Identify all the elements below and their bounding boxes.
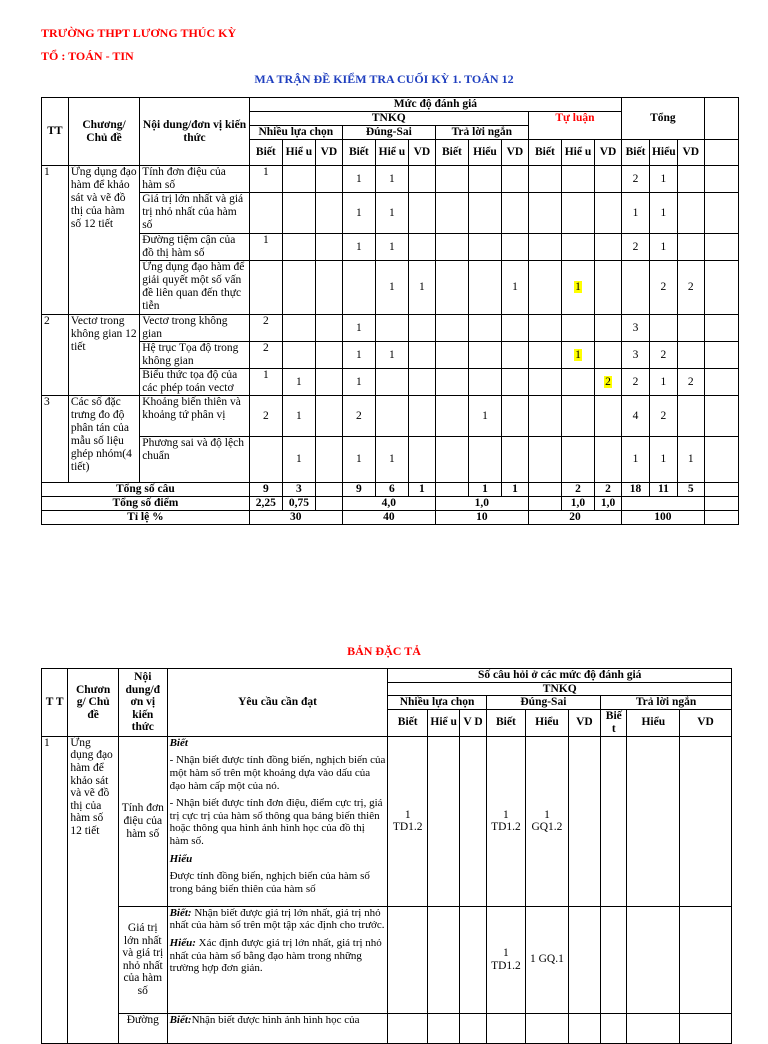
val (502, 437, 529, 483)
val: 1 (342, 193, 375, 234)
total (435, 483, 468, 497)
val (502, 342, 529, 369)
val (502, 193, 529, 234)
spec-h-req: Yêu cầu cần đạt (167, 669, 388, 737)
val (677, 166, 704, 193)
spec-requirement (167, 906, 388, 1013)
val: 3 (622, 315, 650, 342)
highlighted-value: 2 (605, 375, 611, 388)
level-label: Hiểu (169, 852, 193, 865)
lv: VD (680, 709, 732, 736)
content-cell: Vectơ trong không gian (140, 315, 250, 342)
val: 3 (622, 342, 650, 369)
total-pts: 4,0 (342, 497, 435, 511)
val (468, 166, 501, 193)
spec-table (41, 668, 732, 1044)
total: 3 (282, 483, 315, 497)
val (595, 396, 622, 437)
highlighted-value: 1 (575, 281, 581, 293)
val (528, 315, 561, 342)
val (468, 234, 501, 261)
val (528, 234, 561, 261)
lv: Biết (435, 140, 468, 166)
val: 1 (282, 437, 315, 483)
val (408, 342, 435, 369)
chapter-tt: 1 (42, 166, 69, 315)
val (408, 166, 435, 193)
val (375, 396, 408, 437)
total-pts: 1,0 (435, 497, 528, 511)
val (408, 396, 435, 437)
val: 1 (408, 261, 435, 315)
total: 18 (622, 483, 650, 497)
val (502, 315, 529, 342)
lv: Biết (342, 140, 375, 166)
total: 11 (649, 483, 677, 497)
chapter-name: Ứng dụng đạo hàm để khảo sát và vẽ đồ thị của hàm số 12 tiết (68, 166, 139, 315)
val (315, 315, 342, 342)
val: 1 (649, 437, 677, 483)
val: 1 (375, 342, 408, 369)
val (561, 437, 594, 483)
lv: Biết (249, 140, 282, 166)
ratio-label: Tỉ lệ % (42, 511, 250, 525)
spec-chapter-name: Ứng dụng đạo hàm để khảo sát và vẽ đồ thị của hàm số 12 tiết (68, 736, 119, 1043)
matrix-h-level: Mức độ đánh giá (249, 98, 621, 112)
matrix-h-short: Trả lời ngắn (435, 126, 528, 140)
val (315, 369, 342, 396)
val: 1 (282, 396, 315, 437)
spec-count: 1 GQ1.2 (526, 736, 569, 906)
val (315, 437, 342, 483)
val: 1 (622, 437, 650, 483)
val (528, 369, 561, 396)
val (528, 396, 561, 437)
content-cell: Đường tiệm cận của đồ thị hàm số (140, 234, 250, 261)
val (561, 315, 594, 342)
lv: Hiể u (561, 140, 594, 166)
total (528, 483, 561, 497)
val (528, 342, 561, 369)
val (315, 234, 342, 261)
total: 1 (468, 483, 501, 497)
val: 2 (649, 396, 677, 437)
lv: Hiểu (649, 140, 677, 166)
val (677, 193, 704, 234)
val (528, 166, 561, 193)
total-pts: 1,0 (561, 497, 594, 511)
val: 1 (249, 166, 282, 193)
spec-content: Tính đơn điệu của hàm số (118, 736, 167, 906)
val (435, 234, 468, 261)
lv: VD (315, 140, 342, 166)
spec-h-tf: Đúng-Sai (486, 696, 600, 710)
val: 1 (375, 234, 408, 261)
val: 1 (502, 261, 529, 315)
val (468, 437, 501, 483)
highlighted-value: 1 (575, 348, 581, 361)
val (282, 166, 315, 193)
val (375, 315, 408, 342)
lv: VD (677, 140, 704, 166)
matrix-h-chapter: Chương/ Chủ đề (68, 98, 139, 166)
lv: Biết (486, 709, 526, 736)
val (595, 193, 622, 234)
level-label: Biết (169, 736, 188, 749)
val (315, 193, 342, 234)
val (408, 193, 435, 234)
ratio: 100 (622, 511, 705, 525)
lv: Biết (528, 140, 561, 166)
lv: Biết (388, 709, 428, 736)
val (468, 369, 501, 396)
spec-requirement (167, 736, 388, 906)
req-text: Nhận biết được hình ảnh hình học của (191, 1013, 360, 1026)
spec-h-chapter: Chươn g/ Chủ đề (68, 669, 119, 737)
total-pts: 1,0 (595, 497, 622, 511)
total-pts: 0,75 (282, 497, 315, 511)
school-name: TRƯỜNG THPT LƯƠNG THÚC KỲ (41, 26, 237, 40)
val: 2 (622, 166, 650, 193)
val (435, 166, 468, 193)
val (561, 234, 594, 261)
spec-h-count: Số câu hỏi ở các mức độ đánh giá (388, 669, 732, 683)
lv: Hiểu (627, 709, 680, 736)
spec-content: Đường (118, 1013, 167, 1043)
val (468, 342, 501, 369)
total: 2 (561, 483, 594, 497)
val: 2 (249, 342, 282, 369)
val: 1 (342, 315, 375, 342)
total: 5 (677, 483, 704, 497)
spec-h-short: Trả lời ngắn (601, 696, 732, 710)
ratio: 20 (528, 511, 621, 525)
val: 2 (622, 369, 650, 396)
val (595, 437, 622, 483)
matrix-h-mcq: Nhiều lựa chọn (249, 126, 342, 140)
lv: Biế t (601, 709, 627, 736)
val: 1 (342, 369, 375, 396)
val: 1 (649, 166, 677, 193)
val: 4 (622, 396, 650, 437)
val (435, 193, 468, 234)
matrix-h-tf: Đúng-Sai (342, 126, 435, 140)
spec-requirement (167, 1013, 388, 1043)
total: 6 (375, 483, 408, 497)
val (502, 166, 529, 193)
spec-h-mcq: Nhiều lựa chọn (388, 696, 486, 710)
content-cell: Giá trị lớn nhất và giá trị nhỏ nhất của hàm số (140, 193, 250, 234)
val (408, 234, 435, 261)
content-cell: Khoảng biến thiên và khoảng tứ phân vị (140, 396, 250, 437)
val (435, 342, 468, 369)
val: 1 (649, 193, 677, 234)
lv: VD (408, 140, 435, 166)
total-points-label: Tổng số điểm (42, 497, 250, 511)
val (502, 234, 529, 261)
spec-chapter-tt: 1 (42, 736, 68, 1043)
val (561, 166, 594, 193)
val: 1 (375, 437, 408, 483)
val (595, 342, 622, 369)
val (315, 342, 342, 369)
chapter-tt: 3 (42, 396, 69, 483)
matrix-h-tnkq: TNKQ (249, 112, 528, 126)
content-cell: Tính đơn điệu của hàm số (140, 166, 250, 193)
val (435, 437, 468, 483)
val (561, 369, 594, 396)
level-label: Hiểu: (169, 936, 196, 949)
val: 1 (342, 166, 375, 193)
req-text: - Nhận biết được tính đồng biến, nghịch biến của một hàm số trên một khoảng dựa vào dấu của đạo hàm cấp một của nó. (169, 754, 386, 792)
spec-content: Giá trị lớn nhất và giá trị nhỏ nhất của hàm số (118, 906, 167, 1013)
lv: Hiể u (375, 140, 408, 166)
val (502, 396, 529, 437)
val (249, 193, 282, 234)
val (595, 261, 622, 315)
val: 1 (282, 369, 315, 396)
val: 1 (249, 369, 282, 396)
val: 2 (677, 369, 704, 396)
val (468, 315, 501, 342)
val (435, 315, 468, 342)
total (315, 483, 342, 497)
val (649, 315, 677, 342)
val (249, 261, 282, 315)
matrix-h-tt: TT (42, 98, 69, 166)
val: 2 (249, 315, 282, 342)
content-cell: Phương sai và độ lệch chuẩn (140, 437, 250, 483)
req-text: Được tính đồng biến, nghịch biến của hàm số trong bảng biến thiên của hàm số (169, 870, 370, 895)
department-name: TỔ : TOÁN - TIN (41, 49, 134, 63)
val (595, 166, 622, 193)
val (375, 369, 408, 396)
val: 1 (342, 342, 375, 369)
val (677, 396, 704, 437)
val (315, 166, 342, 193)
chapter-name: Vectơ trong không gian 12 tiết (68, 315, 139, 396)
lv: Hiểu (468, 140, 501, 166)
total: 9 (249, 483, 282, 497)
val: 1 (649, 369, 677, 396)
val: 1 (375, 193, 408, 234)
val (282, 193, 315, 234)
val (528, 261, 561, 315)
content-cell: Hệ trục Tọa độ trong không gian (140, 342, 250, 369)
total-questions-label: Tổng số câu (42, 483, 250, 497)
val (468, 193, 501, 234)
val (315, 396, 342, 437)
val: 2 (249, 396, 282, 437)
lv: Biết (622, 140, 650, 166)
lv: VD (568, 709, 600, 736)
req-text: Xác định được giá trị lớn nhất, giá trị nhỏ nhất của hàm số bằng đạo hàm trong những trường hợp đơn giản. (169, 936, 382, 975)
val (282, 315, 315, 342)
val: 2 (622, 234, 650, 261)
spec-h-tnkq: TNKQ (388, 682, 732, 696)
val (342, 261, 375, 315)
matrix-table (41, 97, 739, 525)
lv: Hiểu (526, 709, 569, 736)
val: 2 (649, 261, 677, 315)
val (315, 261, 342, 315)
val (435, 261, 468, 315)
val (282, 261, 315, 315)
matrix-h-total: Tổng (622, 98, 705, 140)
matrix-h-content: Nội dung/đơn vị kiến thức (140, 98, 250, 166)
val (408, 315, 435, 342)
req-text: - Nhận biết được tính đơn điệu, điểm cực trị, giá trị cực trị của hàm số thông qua bảng biến thiên hoặc thông qua hình ảnh hình học của đồ thị hàm số. (169, 797, 383, 847)
lv: Hiể u (282, 140, 315, 166)
spec-count: 1 TD1.2 (388, 736, 428, 906)
val (408, 369, 435, 396)
val (468, 261, 501, 315)
val: 1 (342, 234, 375, 261)
val: 1 (649, 234, 677, 261)
val (528, 193, 561, 234)
content-cell: Ứng dụng đạo hàm để giải quyết một số vấn đề liên quan đến thực tiễn (140, 261, 250, 315)
chapter-tt: 2 (42, 315, 69, 396)
val: 1 (249, 234, 282, 261)
total: 9 (342, 483, 375, 497)
spec-count: 1 TD1.2 (486, 906, 526, 1013)
val (677, 342, 704, 369)
spec-h-tt: T T (42, 669, 68, 737)
val (249, 437, 282, 483)
lv: Hiể u (427, 709, 459, 736)
val: 1 (468, 396, 501, 437)
val (677, 315, 704, 342)
lv: VD (502, 140, 529, 166)
lv: V D (460, 709, 486, 736)
val: 2 (649, 342, 677, 369)
val: 2 (342, 396, 375, 437)
level-label: Biết: (169, 906, 192, 919)
level-label: Biết: (169, 1013, 192, 1026)
val: 1 (342, 437, 375, 483)
ratio: 40 (342, 511, 435, 525)
ratio: 10 (435, 511, 528, 525)
spec-h-content: Nội dung/đ ơn vị kiến thức (118, 669, 167, 737)
val: 1 (375, 261, 408, 315)
val: 1 (622, 193, 650, 234)
val (435, 396, 468, 437)
val: 1 (375, 166, 408, 193)
spec-count: 1 TD1.2 (486, 736, 526, 906)
chapter-name: Các số đặc trưng đo độ phân tán của mẫu số liệu ghép nhóm(4 tiết) (68, 396, 139, 483)
total: 1 (408, 483, 435, 497)
val (595, 315, 622, 342)
val (502, 369, 529, 396)
val: 1 (677, 437, 704, 483)
val (408, 437, 435, 483)
val (622, 261, 650, 315)
req-text: Nhận biết được giá trị lớn nhất, giá trị nhỏ nhất của hàm số trên một tập xác định cho trước. (169, 906, 385, 932)
val (595, 234, 622, 261)
val (282, 234, 315, 261)
matrix-title: MA TRẬN ĐỀ KIỂM TRA CUỐI KỲ 1. TOÁN 12 (254, 72, 514, 86)
val (677, 234, 704, 261)
total-pts: 2,25 (249, 497, 282, 511)
val (561, 193, 594, 234)
lv: VD (595, 140, 622, 166)
content-cell: Biểu thức tọa độ của các phép toán vectơ (140, 369, 250, 396)
val (282, 342, 315, 369)
spec-title: BẢN ĐẶC TẢ (347, 644, 421, 658)
ratio: 30 (249, 511, 342, 525)
matrix-h-tuluan: Tự luận (528, 112, 621, 140)
val (561, 396, 594, 437)
spec-count: 1 GQ.1 (526, 906, 569, 1013)
total: 1 (502, 483, 529, 497)
total: 2 (595, 483, 622, 497)
val: 2 (677, 261, 704, 315)
val (435, 369, 468, 396)
val (528, 437, 561, 483)
